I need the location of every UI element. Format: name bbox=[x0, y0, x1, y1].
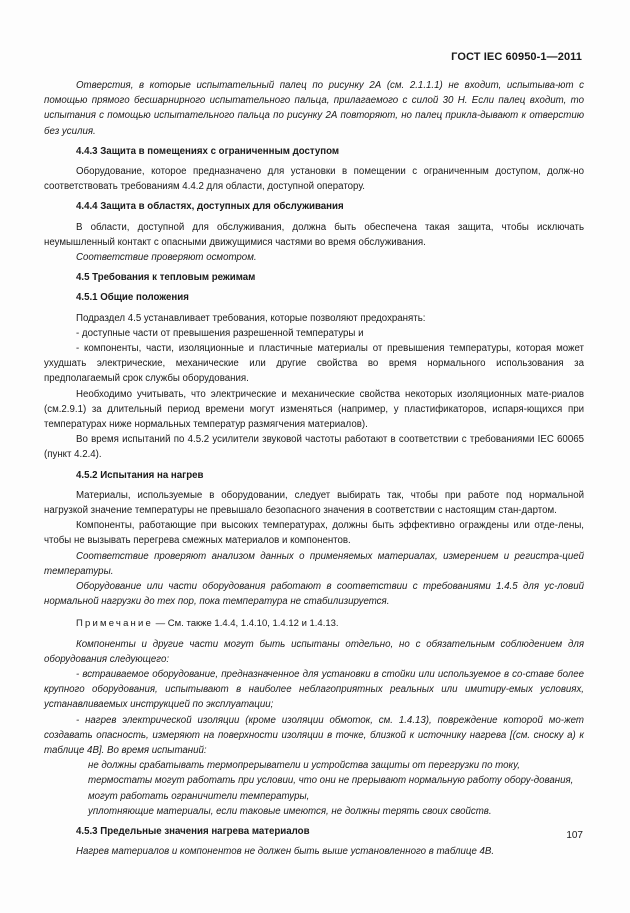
note-text: — См. также 1.4.4, 1.4.10, 1.4.12 и 1.4.13. bbox=[153, 617, 339, 629]
section-heading-4-5-3: 4.5.3 Предельные значения нагрева материалов bbox=[76, 825, 310, 837]
paragraph: Материалы, используемые в оборудовании, следует выбирать так, чтобы при работе под нормальной нагрузкой значение температуры не превышало безопасного значения в соответствии с настоящим стан-дартом. bbox=[44, 489, 584, 517]
paragraph: В области, доступной для обслуживания, должна быть обеспечена такая защита, чтобы исключать неумышленный контакт с опасными движущимися частями во время обслуживания. bbox=[44, 221, 584, 248]
paragraph: Во время испытаний по 4.5.2 усилители звуковой частоты работают в соответствии с требованиями IEC 60065 (пункт 4.2.4). bbox=[44, 434, 584, 461]
section-heading-4-5: 4.5 Требования к тепловым режимам bbox=[76, 272, 256, 284]
paragraph: Соответствие проверяют анализом данных о применяемых материалах, измерением и регистра-цией температуры. bbox=[44, 550, 584, 577]
list-item: термостаты могут работать при условии, что они не прерывают нормальную работу обору-дования, bbox=[88, 775, 574, 787]
list-item: не должны срабатывать термопрерыватели и устройства защиты от перегрузки по току, bbox=[88, 760, 520, 772]
section-heading-4-5-2: 4.5.2 Испытания на нагрев bbox=[76, 469, 204, 481]
section-heading-4-4-4: 4.4.4 Защита в областях, доступных для обслуживания bbox=[76, 201, 344, 213]
paragraph: Компоненты и другие части могут быть испытаны отдельно, но с обязательным соблюдением для оборудования следующего: bbox=[44, 638, 584, 665]
paragraph: Соответствие проверяют осмотром. bbox=[76, 252, 257, 264]
paragraph: Нагрев материалов и компонентов не должен быть выше установленного в таблице 4В. bbox=[76, 846, 495, 858]
section-heading-4-5-1: 4.5.1 Общие положения bbox=[76, 292, 189, 304]
paragraph: Отверстия, в которые испытательный палец по рисунку 2А (см. 2.1.1.1) не входит, испытыва-ют с помощью прямого бесшарнирного испытательного пальца, прилагаемого с силой 30 Н. Если палец входит, то испытания с помощью испытательного пальца по рисунку 2А повторяют, но палец прикла-дывают к отверстию без усилия. bbox=[44, 80, 584, 137]
page-number: 107 bbox=[566, 830, 583, 841]
paragraph: Подраздел 4.5 устанавливает требования, которые позволяют предохранять: bbox=[76, 312, 426, 324]
note bbox=[44, 616, 584, 631]
paragraph: Компоненты, работающие при высоких температурах, должны быть эффективно ограждены или отде-лены, чтобы не вызывать перегрева смежных материалов и компонентов. bbox=[44, 520, 584, 547]
paragraph: Необходимо учитывать, что электрические и механические свойства некоторых изоляционных мате-риалов (см.2.9.1) за длительный период времени могут изменяться (например, у пластификаторов, испаря-ющихся при температурах ниже нормальных температур размягчения материалов). bbox=[44, 388, 584, 431]
standard-header: ГОСТ IEC 60950-1—2011 bbox=[451, 51, 582, 63]
list-item: - встраиваемое оборудование, предназначенное для установки в стойки или используемое в со-ставе более крупного оборудования, испытывают в наиболее неблагоприятных реальных или имитиру-емых условиях, устанавливаемых инструкцией по эксплуатации; bbox=[44, 668, 584, 711]
list-item: - нагрев электрической изоляции (кроме изоляции обмоток, см. 1.4.13), повреждение которой мо-жет создавать опасность, измеряют на поверхности изоляции в точке, близкой к источнику нагрева [(см. сноску а) к таблице 4В]. Во время испытаний: bbox=[44, 714, 584, 756]
list-item: уплотняющие материалы, если таковые имеются, не должны терять своих свойств. bbox=[88, 805, 492, 817]
paragraph: Оборудование или части оборудования работают в соответствии с требованиями 1.4.5 для ус-ловий нормальной нагрузки до тех пор, пока температура не стабилизируется. bbox=[44, 581, 584, 608]
document-body bbox=[44, 78, 584, 859]
note-label: Примечание bbox=[76, 617, 153, 629]
list-item: - компоненты, части, изоляционные и пластичные материалы от превышения температуры, которая может ухудшать электрические, механические или другие свойства во время нормального использования за предполагаемый срок службы оборудования. bbox=[44, 343, 584, 385]
section-heading-4-4-3: 4.4.3 Защита в помещениях с ограниченным доступом bbox=[76, 145, 340, 157]
paragraph: Оборудование, которое предназначено для установки в помещении с ограниченным доступом, долж-но соответствовать требованиям 4.4.2 для области, доступной оператору. bbox=[44, 166, 584, 193]
list-item: - доступные части от превышения разрешенной температуры и bbox=[76, 327, 364, 339]
list-item: могут работать ограничители температуры, bbox=[88, 790, 310, 802]
